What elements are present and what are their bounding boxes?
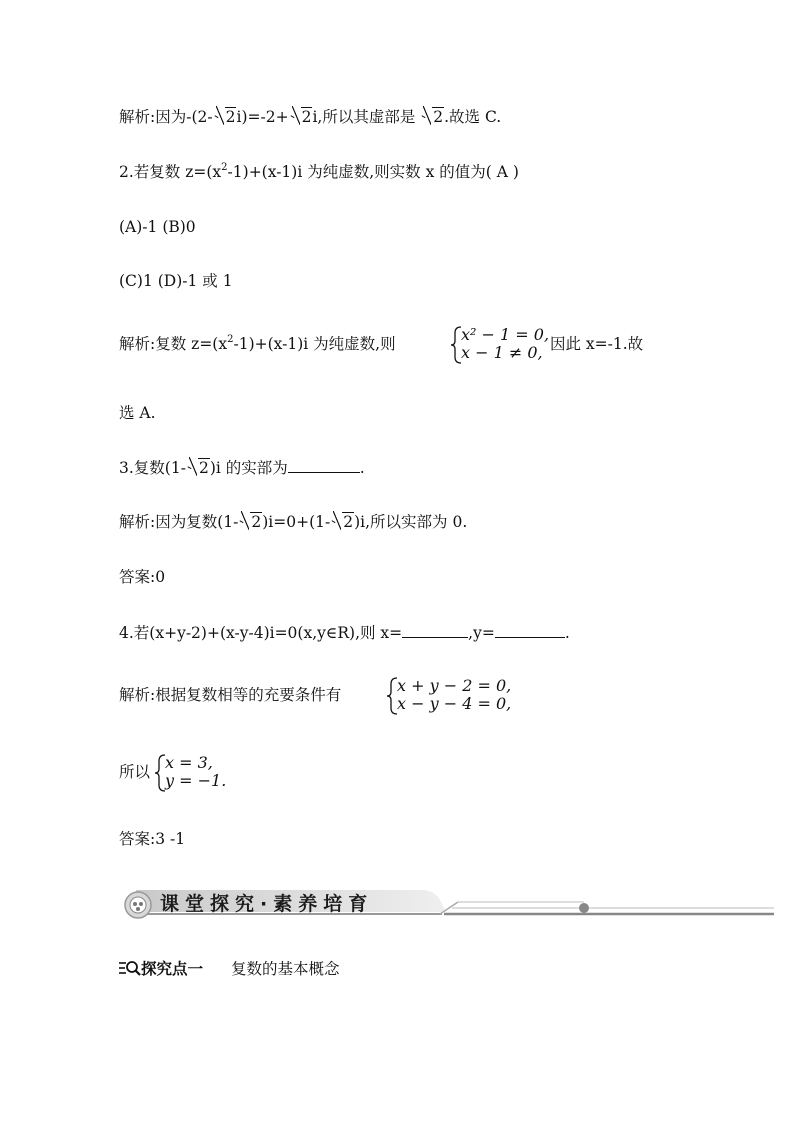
equation: x − 1 ≠ 0,	[461, 343, 543, 362]
options-cd: (C)1 (D)-1 或 1	[119, 272, 233, 290]
text: -1)+(x-1)i 为纯虚数,则	[233, 335, 396, 353]
search-icon	[119, 960, 141, 976]
superscript: 2	[221, 162, 228, 173]
text: .	[359, 459, 365, 477]
text: 4.若(x+y-2)+(x-y-4)i=0(x,y∈R),则 x=	[119, 624, 403, 642]
text: -1)+(x-1)i 为纯虚数,则实数 x 的值为( A )	[227, 163, 519, 181]
analysis-2-cont: 因此 x=-1.故	[550, 335, 644, 353]
text: 解析:因为-(2-	[119, 108, 213, 126]
analysis-4: 解析:根据复数相等的充要条件有	[119, 686, 342, 704]
superscript: 2	[227, 334, 234, 345]
equation-system-2	[461, 326, 549, 362]
text: )i,所以实部为 0.	[354, 513, 468, 531]
sqrt	[214, 107, 237, 127]
banner-title: 课堂探究·素养培育	[160, 893, 374, 915]
text: 解析:因为复数(1-	[119, 513, 239, 531]
solution-system	[165, 754, 226, 790]
question-3	[119, 458, 365, 478]
analysis-2	[119, 334, 396, 354]
sqrt-radicand: 2	[198, 459, 209, 477]
so-label: 所以	[119, 763, 151, 781]
equation: y = −1.	[165, 771, 227, 790]
sqrt	[421, 107, 444, 127]
text: .	[564, 624, 570, 642]
text: ,y=	[468, 624, 495, 642]
equation: x − y − 4 = 0,	[397, 694, 512, 713]
question-2	[119, 162, 519, 182]
sqrt	[331, 512, 354, 532]
question-4	[119, 623, 570, 643]
equation: x + y − 2 = 0,	[397, 676, 512, 695]
sqrt-radicand: 2	[251, 513, 262, 531]
analysis-3	[119, 512, 467, 532]
sqrt-radicand: 2	[301, 108, 312, 126]
section-label: 探究点一	[141, 960, 204, 978]
text: 2.若复数 z=(x	[119, 163, 222, 181]
sqrt	[187, 458, 210, 478]
text: )i=0+(1-	[262, 513, 331, 531]
sqrt	[239, 512, 262, 532]
section-title: 复数的基本概念	[231, 960, 340, 978]
options-ab: (A)-1 (B)0	[119, 218, 196, 236]
answer-4: 答案:3 -1	[119, 830, 186, 848]
text: i,所以其虚部是	[312, 108, 421, 126]
text: )i 的实部为	[209, 459, 288, 477]
sqrt	[290, 107, 313, 127]
section-subheading	[119, 958, 340, 980]
sqrt-radicand: 2	[225, 108, 236, 126]
sqrt-radicand: 2	[343, 513, 354, 531]
equation: x² − 1 = 0,	[461, 325, 550, 344]
text: i)=-2+	[236, 108, 289, 126]
answer-3: 答案:0	[119, 568, 166, 586]
answer-blank[interactable]	[288, 458, 360, 473]
equation: x = 3,	[165, 753, 213, 772]
equation-system-4	[397, 677, 511, 713]
text: 3.复数(1-	[119, 459, 186, 477]
answer-blank-x[interactable]	[402, 623, 468, 638]
answer-blank-y[interactable]	[495, 623, 565, 638]
sqrt-radicand: 2	[433, 108, 444, 126]
text: 解析:复数 z=(x	[119, 335, 228, 353]
text: .故选 C.	[444, 108, 502, 126]
analysis-2-end: 选 A.	[119, 404, 156, 422]
analysis-line-1	[119, 107, 501, 127]
section-banner	[122, 886, 774, 920]
